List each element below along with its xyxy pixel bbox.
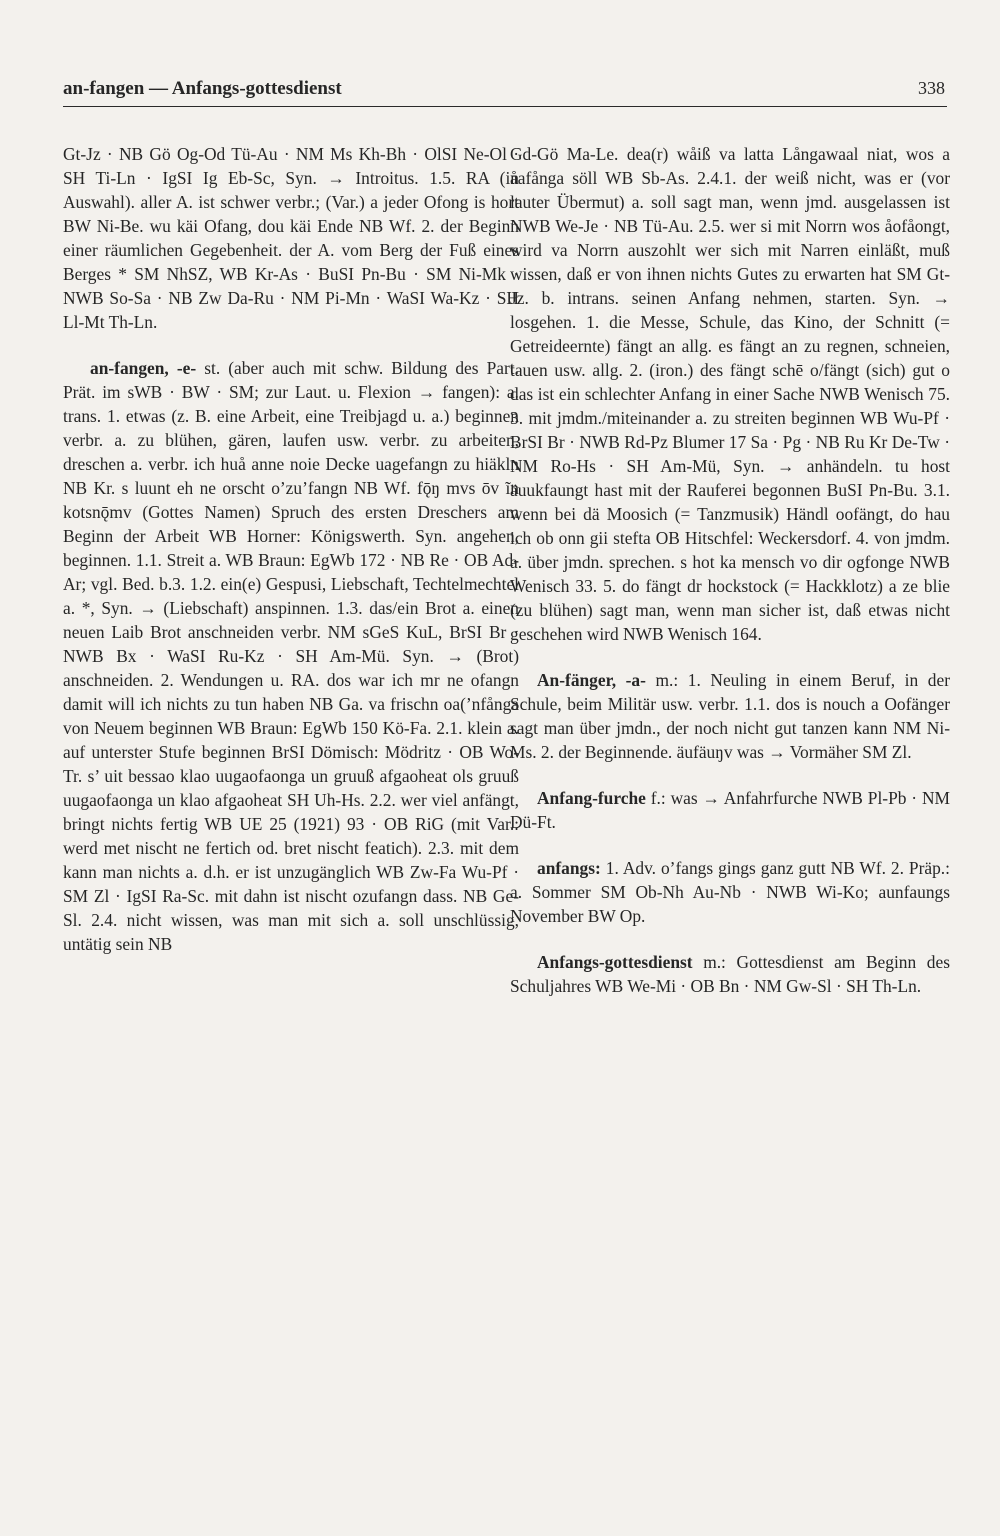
headword: an-fangen, -e-: [90, 358, 197, 378]
entry-body: m.: 1. Neuling in einem Beruf, in der Schule, beim Militär usw. verbr. 1.1. dos is nouch a Oofänger sagt man über jmdn., der noch nicht gut tanzen kann NM Ni-Ms. 2. der Beginnende. äufäuŋv was → Vormäher SM Zl.: [510, 670, 950, 762]
entry-body: st. (aber auch mit schw. Bildung des Part. Prät. im sWB · BW · SM; zur Laut. u. Flexion → fangen): a. trans. 1. etwas (z. B. eine Arbeit, eine Treibjagd u. a.) beginnen verbr. a. zu blühen, gären, laufen usw. verbr. zu arbeiten, dreschen a. verbr. ich huå anne noie Decke uagefangn zu hiäkln NB Kr. s luunt eh ne orscht o’zu’fangn NB Wf. fǭŋ mvs ōv ĩn kotsnǭmv (Gottes Namen) Spruch des ersten Dreschers am Beginn der Arbeit WB Horner: Königswerth. Syn. angehen, beginnen. 1.1. Streit a. WB Braun: EgWb 172 · NB Re · OB Ad-Ar; vgl. Bed. b.3. 1.2. ein(e) Gespusi, Liebschaft, Techtelmechtel a. *, Syn. → (Liebschaft) anspinnen. 1.3. das/ein Brot a. einen neuen Laib Brot anschneiden verbr. NM sGeS KuL, BrSI Br · NWB Bx · WaSI Ru-Kz · SH Am-Mü. Syn. → (Brot) anschneiden. 2. Wendungen u. RA. dos war ich mr ne ofangn damit will ich nichts zu tun haben NB Ga. va frischn oa(’nfånga von Neuem beginnen WB Braun: EgWb 150 Kö-Fa. 2.1. klein a. auf unterster Stufe beginnen BrSI Dömisch: Mödritz · OB Wo-Tr. s’ uit bessao klao uugaofaonga un gruuß afgaoheat ols gruuß uugaofaonga un klao afgaoheat SH Uh-Hs. 2.2. wer viel anfängt, bringt nichts fertig WB UE 25 (1921) 93 · OB RiG (mit Var.: werd met nischt ne fertich od. bret nischt featich). 2.3. mit dem kann man nichts a. d.h. er ist unzugänglich WB Zw-Fa Wu-Pf · SM Zl · IgSI Ra-Sc. mit dahn ist nischt ozufangn dass. NB Ge-Sl. 2.4. nicht wissen, was man mit sich a. soll unschlüssig, untätig sein NB: [63, 358, 519, 954]
entry-an-fangen: [63, 356, 519, 956]
entry-an-faenger: [510, 668, 950, 764]
header-title: an-fangen — Anfangs-gottesdienst: [63, 78, 342, 99]
page-number: 338: [918, 78, 945, 98]
entry-body: f.: was → Anfahrfurche NWB Pl-Pb · NM Dü-Ft.: [510, 788, 950, 832]
headword: anfangs:: [537, 858, 601, 878]
headword: An-fänger, -a-: [537, 670, 646, 690]
entry-anfang-furche: [510, 786, 950, 834]
left-column: [63, 142, 519, 978]
entry-body: 1. Adv. o’fangs gings ganz gutt NB Wf. 2. Präp.: a. Sommer SM Ob-Nh Au-Nb · NWB Wi-Ko; aunfaungs November BW Op.: [510, 858, 950, 926]
right-column: [510, 142, 950, 1020]
entry-anfangs: [510, 856, 950, 928]
entry-continuation: Gd-Gö Ma-Le. dea(r) wåiß va latta Långawaal niat, wos a åafånga söll WB Sb-As. 2.4.1. der weiß nicht, was er (vor lauter Übermut) a. soll sagt man, wenn jmd. ausgelassen ist NWB We-Je · NB Tü-Au. 2.5. wer si mit Norrn wos åofåongt, wird va Norrn auszohlt wer sich mit Narren einläßt, muß wissen, daß er von ihnen nichts Gutes zu erwarten hat SM Gt-Jz. b. intrans. seinen Anfang nehmen, starten. Syn. → losgehen. 1. die Messe, Schule, das Kino, der Schnitt (= Getreideernte) fängt an allg. es fängt an zu regnen, schneien, tauen usw. allg. 2. (iron.) des fängt schē o/fängt (sich) gut o das ist ein schlechter Anfang in einer Sache NWB Wenisch 75. 3. mit jmdm./miteinander a. zu streiten beginnen WB Wu-Pf · BrSI Br · NWB Rd-Pz Blumer 17 Sa · Pg · NB Ru Kr De-Tw · NM Ro-Hs · SH Am-Mü, Syn. → anhändeln. tu host äuukfaungt hast mit der Rauferei begonnen BuSI Pn-Bu. 3.1. wenn bei dä Moosich (= Tanzmusik) Händl oofängt, do hau ich ob onn gii stefta OB Hitschfel: Weckersdorf. 4. von jmdm. a. über jmdn. sprechen. s hot ka mensch vo dir ogfonge NWB Wenisch 33. 5. do fängt dr hockstock (= Hackklotz) a ze blie (zu blühen) sagt man, wenn man sicher ist, daß etwas nicht geschehen wird NWB Wenisch 164.: [510, 144, 950, 644]
headword: Anfangs-gottesdienst: [537, 952, 693, 972]
entry-continuation: Gt-Jz · NB Gö Og-Od Tü-Au · NM Ms Kh-Bh · OlSI Ne-Ol · SH Ti-Ln · IgSI Ig Eb-Sc, Syn. → Introitus. 1.5. RA (in Auswahl). aller A. ist schwer verbr.; (Var.) a jeder Ofong is hort BW Ni-Be. wu käi Ofang, dou käi Ende NB Wf. 2. der Beginn einer räumlichen Gegebenheit. der A. vom Berg der Fuß eines Berges * SM NhSZ, WB Kr-As · BuSI Pn-Bu · SM Ni-Mk · NWB So-Sa · NB Zw Da-Ru · NM Pi-Mn · WaSI Wa-Kz · SH Ll-Mt Th-Ln.: [63, 144, 519, 332]
running-header: [63, 78, 945, 100]
entry-anfangs-gottesdienst: [510, 950, 950, 998]
entry-body: m.: Gottesdienst am Beginn des Schuljahres WB We-Mi · OB Bn · NM Gw-Sl · SH Th-Ln.: [510, 952, 950, 996]
header-rule: [63, 106, 947, 107]
headword: Anfang-furche: [537, 788, 646, 808]
